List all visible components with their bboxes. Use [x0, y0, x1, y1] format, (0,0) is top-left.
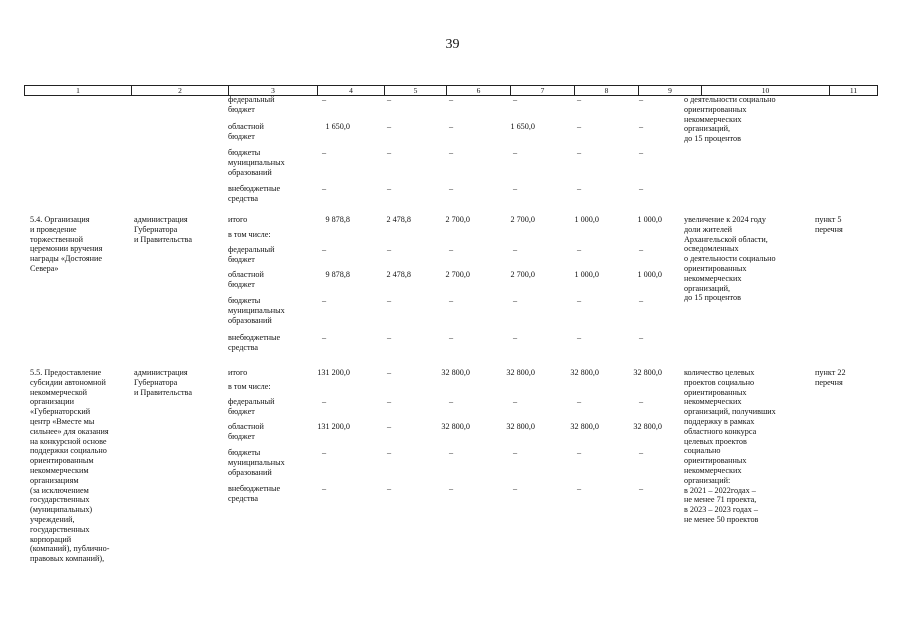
s55-dash: – [321, 397, 327, 406]
cont-dash: – [321, 148, 327, 157]
cont-dash: – [448, 148, 454, 157]
s54-result: увеличение к 2024 году доли жителей Архангельской области, осведомленных о деятельности социально ориентированных некоммерческих организаций, до 15 процентов [684, 215, 776, 303]
cont-dash: – [512, 95, 518, 104]
s54-value: 2 478,8 [386, 270, 411, 279]
s54-dash: – [386, 296, 392, 305]
s55-dash: – [386, 368, 392, 377]
s55-value: 32 800,0 [570, 422, 599, 431]
s54-value: 2 700,0 [510, 215, 535, 224]
s55-value: 32 800,0 [441, 368, 470, 377]
s55-row-label: внебюджетные средства [228, 484, 281, 503]
s54-value: 9 878,8 [325, 270, 350, 279]
s55-value: 131 200,0 [317, 422, 350, 431]
s55-dash: – [386, 448, 392, 457]
s54-dash: – [448, 296, 454, 305]
header-col-8: 8 [575, 86, 639, 95]
s54-dash: – [576, 333, 582, 342]
s54-dash: – [576, 296, 582, 305]
s54-row-label: федеральный бюджет [228, 245, 275, 264]
cont-dash: – [512, 184, 518, 193]
s55-ref: пункт 22 перечня [815, 368, 846, 387]
s55-dash: – [512, 448, 518, 457]
s54-dash: – [321, 245, 327, 254]
header-col-3: 3 [229, 86, 318, 95]
s55-dash: – [321, 484, 327, 493]
cont-dash: – [576, 184, 582, 193]
header-col-10: 10 [702, 86, 830, 95]
s55-row-label: итого [228, 368, 248, 377]
header-col-7: 7 [511, 86, 575, 95]
s55-dash: – [448, 397, 454, 406]
cont-dash: – [321, 95, 327, 104]
cont-dash: – [386, 148, 392, 157]
s54-row-label: итого [228, 215, 248, 224]
s55-row-label: в том числе: [228, 382, 271, 391]
header-col-6: 6 [447, 86, 511, 95]
s55-row-label: бюджеты муниципальных образований [228, 448, 285, 477]
s54-dash: – [638, 245, 644, 254]
s55-value: 32 800,0 [441, 422, 470, 431]
cont-dash: – [386, 184, 392, 193]
s55-dash: – [576, 448, 582, 457]
s55-dash: – [386, 484, 392, 493]
s54-dash: – [512, 296, 518, 305]
s55-dash: – [638, 448, 644, 457]
s55-value: 32 800,0 [633, 422, 662, 431]
s55-dash: – [576, 484, 582, 493]
s54-row-label: бюджеты муниципальных образований [228, 296, 285, 325]
s54-value: 1 000,0 [637, 215, 662, 224]
cont-result-text: о деятельности социально ориентированных некоммерческих организаций, до 15 процентов [684, 95, 776, 144]
s54-row-label: внебюджетные средства [228, 333, 281, 352]
cont-dash: – [448, 95, 454, 104]
s55-result: количество целевых проектов социально ориентированных некоммерческих организаций, получивших поддержку в рамках областного конкурса целевых проектов социально ориентированных некоммерческих организаций: в 2021 – 2022годах – не менее 71 проекта, в 2023 – 2023 годах – не менее 50 проектов [684, 368, 776, 524]
cont-row-label: федеральный бюджет [228, 95, 275, 114]
s54-row-label: в том числе: [228, 230, 271, 239]
s54-dash: – [321, 333, 327, 342]
s55-dash: – [321, 448, 327, 457]
s55-value: 32 800,0 [570, 368, 599, 377]
s54-dash: – [448, 333, 454, 342]
cont-dash: – [386, 122, 392, 131]
cont-dash: – [386, 95, 392, 104]
s55-row-label: федеральный бюджет [228, 397, 275, 416]
cont-dash: – [576, 148, 582, 157]
s54-value: 1 000,0 [574, 270, 599, 279]
page-number: 39 [445, 37, 460, 52]
s54-dash: – [386, 333, 392, 342]
cont-dash: – [576, 122, 582, 131]
s54-row-label: областной бюджет [228, 270, 264, 289]
s55-dash: – [448, 448, 454, 457]
s55-row-label: областной бюджет [228, 422, 264, 441]
header-col-2: 2 [132, 86, 229, 95]
s54-value: 2 700,0 [445, 215, 470, 224]
s54-executor: администрация Губернатора и Правительства [134, 215, 192, 244]
s54-dash: – [448, 245, 454, 254]
s54-value: 2 700,0 [445, 270, 470, 279]
s55-dash: – [638, 397, 644, 406]
s55-name: 5.5. Предоставление субсидии автономной некоммерческой организации «Губернаторский центр «Вместе мы сильнее» для оказания на конкурсной основе поддержки социально ориентированным некоммерческим организациям (за исключением государственных (муниципальных) учреждений, государственных корпораций (компаний), публично- правовых компаний), [30, 368, 110, 564]
s54-value: 2 700,0 [510, 270, 535, 279]
s54-value: 1 000,0 [637, 270, 662, 279]
s55-dash: – [512, 397, 518, 406]
cont-dash: – [638, 148, 644, 157]
cont-row-label: бюджеты муниципальных образований [228, 148, 285, 177]
s54-value: 2 478,8 [386, 215, 411, 224]
s54-name: 5.4. Организация и проведение торжественной церемонии вручения награды «Достояние Севера» [30, 215, 103, 273]
s55-dash: – [386, 422, 392, 431]
header-col-5: 5 [385, 86, 447, 95]
s55-value: 32 800,0 [506, 368, 535, 377]
cont-dash: – [638, 184, 644, 193]
cont-dash: – [638, 95, 644, 104]
s55-dash: – [512, 484, 518, 493]
s55-dash: – [576, 397, 582, 406]
s55-value: 32 800,0 [506, 422, 535, 431]
s55-value: 32 800,0 [633, 368, 662, 377]
cont-dash: – [448, 184, 454, 193]
s54-dash: – [512, 245, 518, 254]
s54-value: 9 878,8 [325, 215, 350, 224]
s54-dash: – [638, 296, 644, 305]
s55-dash: – [638, 484, 644, 493]
s55-executor: администрация Губернатора и Правительства [134, 368, 192, 397]
header-col-9: 9 [639, 86, 702, 95]
cont-dash: – [576, 95, 582, 104]
cont-dash: – [448, 122, 454, 131]
cont-row-label: областной бюджет [228, 122, 264, 141]
s54-dash: – [512, 333, 518, 342]
header-col-11: 11 [849, 86, 858, 95]
header-col-4: 4 [318, 86, 385, 95]
cont-dash: – [638, 122, 644, 131]
cont-value: 1 650,0 [325, 122, 350, 131]
s54-dash: – [638, 333, 644, 342]
cont-value: 1 650,0 [510, 122, 535, 131]
header-col-1: 1 [25, 86, 132, 95]
s54-value: 1 000,0 [574, 215, 599, 224]
s54-ref: пункт 5 перечня [815, 215, 843, 234]
s54-dash: – [576, 245, 582, 254]
s54-dash: – [386, 245, 392, 254]
s55-dash: – [386, 397, 392, 406]
s55-value: 131 200,0 [317, 368, 350, 377]
cont-dash: – [321, 184, 327, 193]
cont-row-label: внебюджетные средства [228, 184, 281, 203]
s55-dash: – [448, 484, 454, 493]
s54-dash: – [321, 296, 327, 305]
cont-dash: – [512, 148, 518, 157]
